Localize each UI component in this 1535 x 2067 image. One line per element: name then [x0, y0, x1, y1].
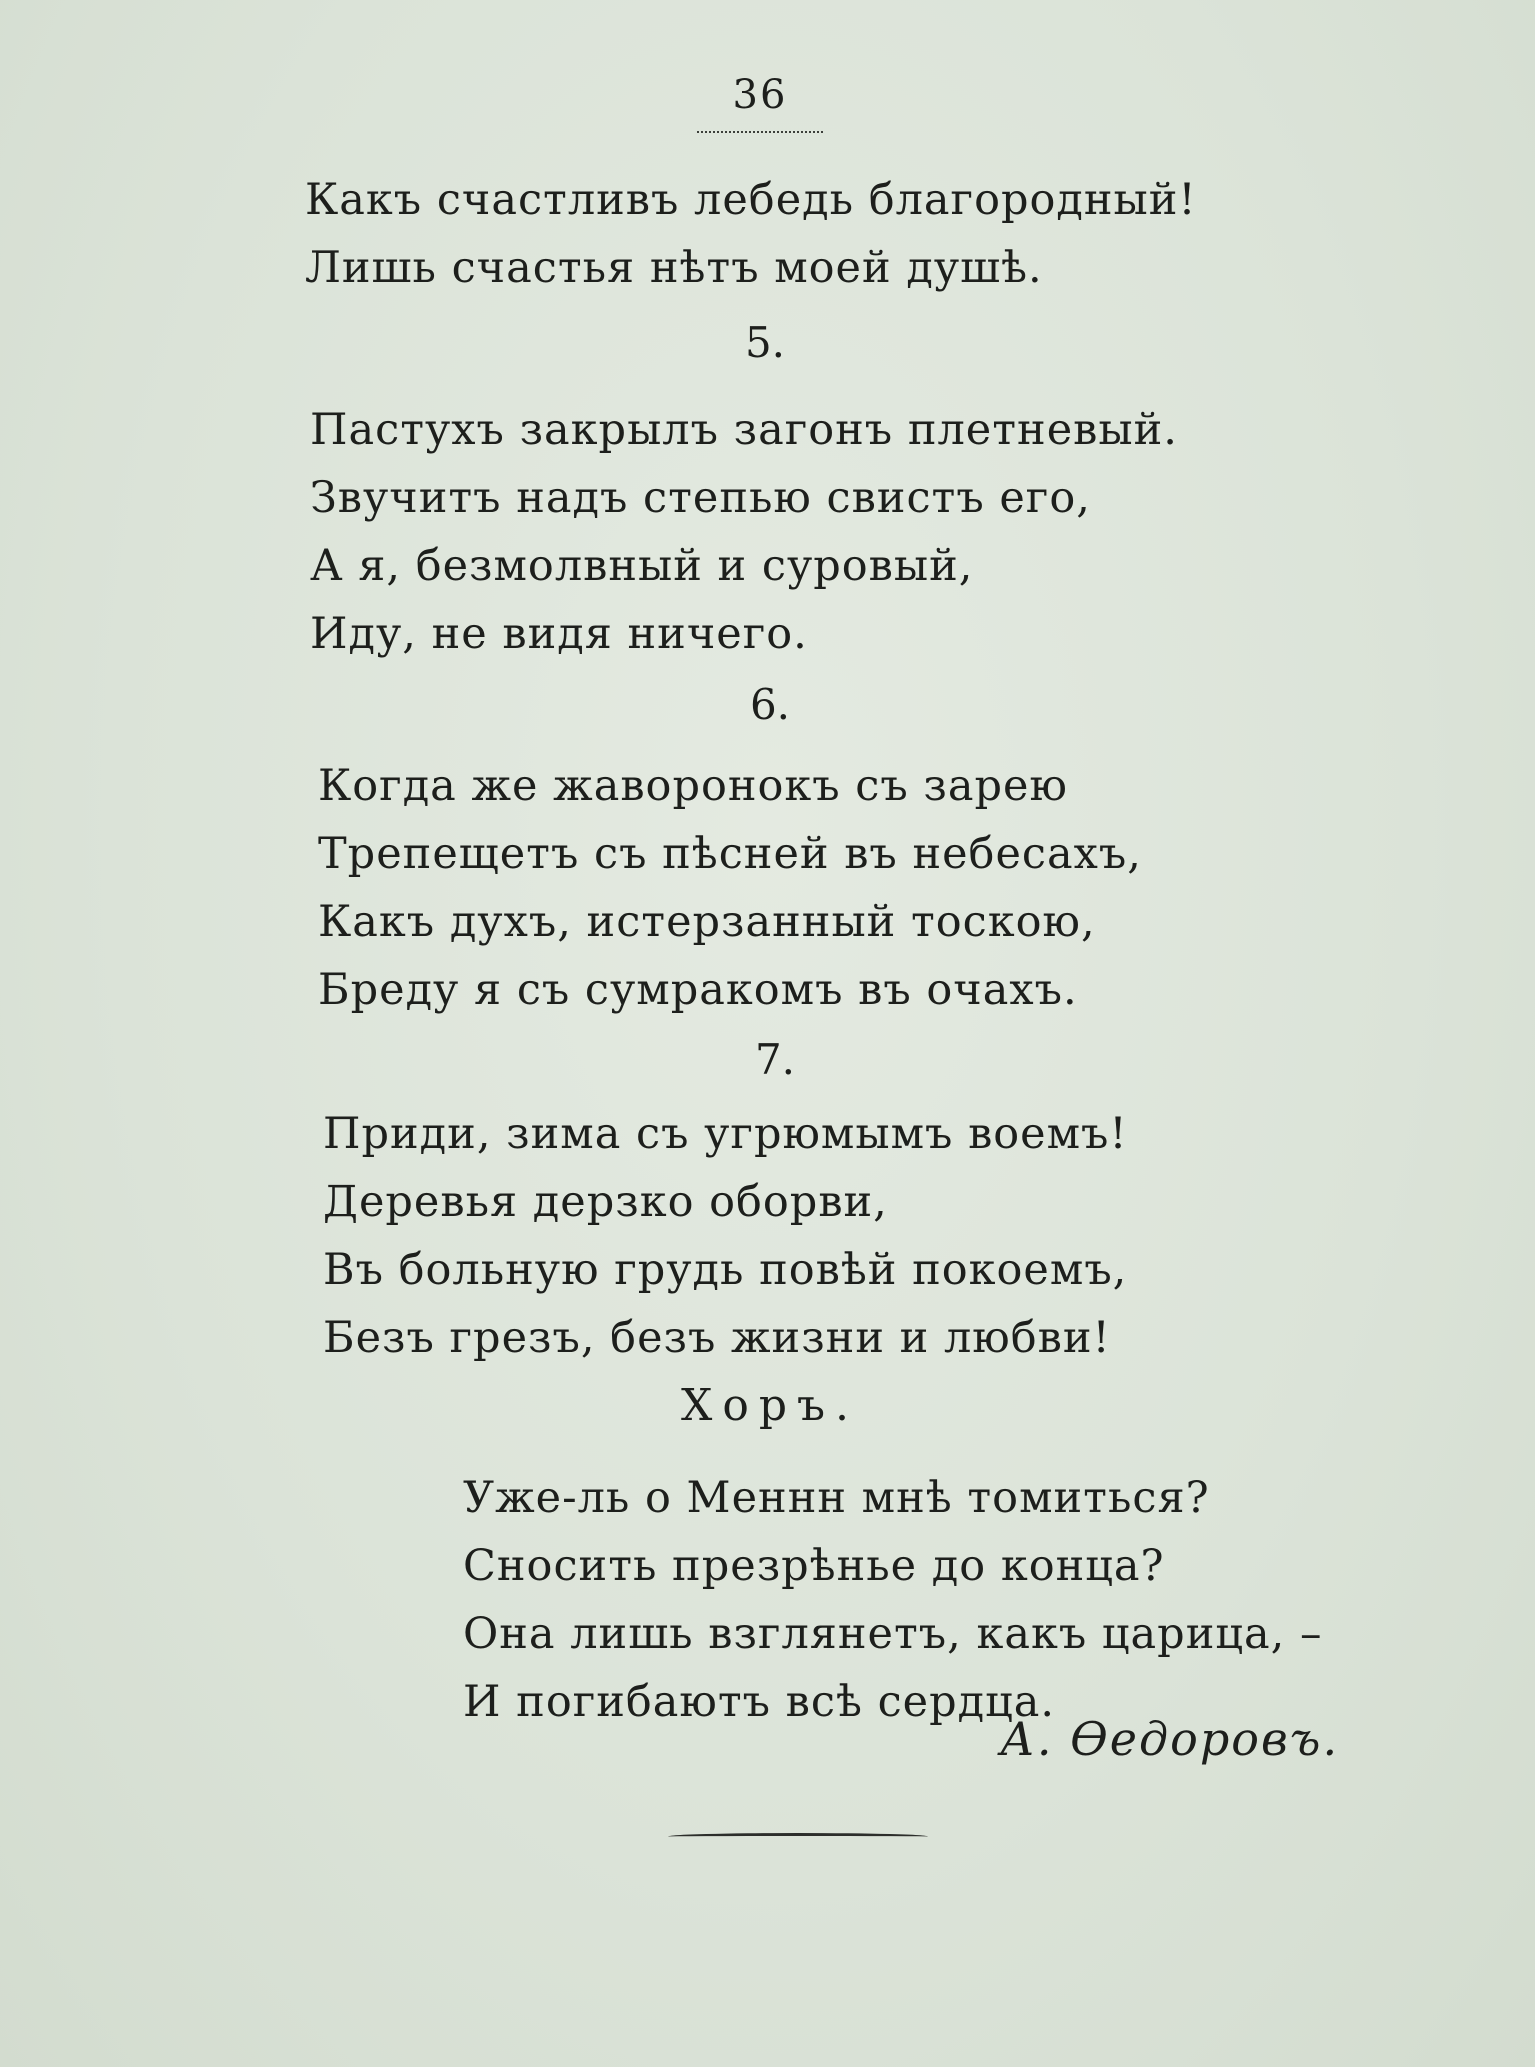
chorus-stanza: [463, 1464, 1322, 1736]
poem-line: Въ больную грудь повѣй покоемъ,: [323, 1245, 1128, 1295]
stanza-number: 6.: [749, 680, 791, 729]
stanza-6: [318, 752, 1142, 1024]
chorus-heading: Хоръ.: [681, 1380, 859, 1431]
poem-line: Приди, зима съ угрюмымъ воемъ!: [323, 1109, 1128, 1159]
poem-line: Какъ духъ, истерзанный тоскою,: [318, 897, 1096, 947]
poem-line: Трепещетъ съ пѣсней въ небесахъ,: [318, 829, 1142, 879]
stanza-number: 5.: [744, 318, 786, 367]
poem-line: И погибаютъ всѣ сердца.: [463, 1677, 1056, 1727]
page-number-divider: [697, 131, 823, 133]
poem-line: Сносить презрѣнье до конца?: [463, 1541, 1165, 1591]
poem-line: Лишь счастья нѣтъ моей душѣ.: [305, 243, 1043, 293]
author-signature: А. Өедоровъ.: [1000, 1712, 1340, 1766]
poem-line: Бреду я съ сумракомъ въ очахъ.: [318, 965, 1078, 1015]
poem-line: Уже-ль о Меннн мнѣ томиться?: [463, 1473, 1210, 1523]
poem-line: Пастухъ закрылъ загонъ плетневый.: [310, 405, 1178, 455]
stanza-5: [310, 396, 1178, 668]
poem-line: Безъ грезъ, безъ жизни и любви!: [323, 1313, 1111, 1363]
poem-line: Она лишь взглянетъ, какъ царица, –: [463, 1609, 1323, 1659]
poem-line: Звучитъ надъ степью свистъ его,: [310, 473, 1091, 523]
poem-line: Какъ счастливъ лебедь благородный!: [305, 175, 1197, 225]
end-divider: [668, 1833, 928, 1840]
opening-couplet: [305, 166, 1197, 302]
poem-line: Когда же жаворонокъ съ зарею: [318, 761, 1068, 811]
poem-line: А я, безмолвный и суровый,: [310, 541, 974, 591]
poem-line: Иду, не видя ничего.: [310, 609, 808, 659]
stanza-7: [323, 1100, 1128, 1372]
poem-line: Деревья дерзко оборви,: [323, 1177, 888, 1227]
stanza-number: 7.: [754, 1035, 796, 1084]
page-number: 36: [732, 72, 788, 118]
